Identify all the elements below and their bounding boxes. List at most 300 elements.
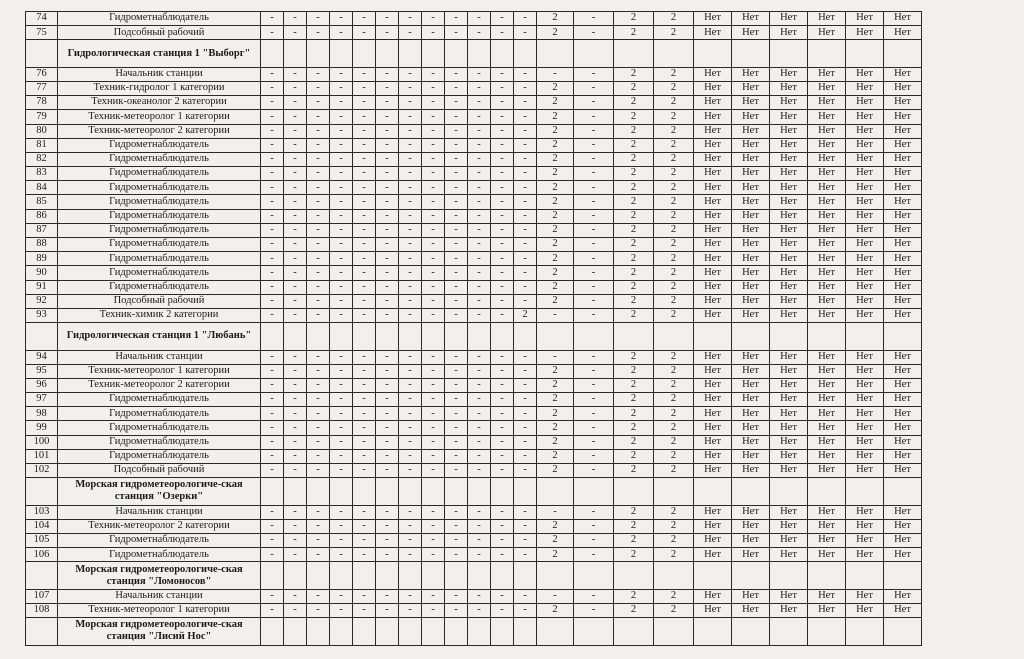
- value-cell: 2: [537, 138, 574, 152]
- value-cell: -: [376, 110, 399, 124]
- value-cell: -: [399, 519, 422, 533]
- value-cell: Нет: [884, 603, 922, 617]
- table-row: [26, 294, 922, 308]
- value-cell: 2: [614, 26, 654, 40]
- value-cell: 2: [654, 280, 694, 294]
- value-cell: Нет: [846, 350, 884, 364]
- value-cell: -: [422, 181, 445, 195]
- value-cell: -: [422, 533, 445, 547]
- value-cell: -: [284, 350, 307, 364]
- value-cell: -: [514, 195, 537, 209]
- empty-cell: [808, 562, 846, 589]
- empty-cell: [445, 562, 468, 589]
- value-cell: -: [399, 378, 422, 392]
- value-cell: Нет: [846, 280, 884, 294]
- value-cell: -: [468, 124, 491, 138]
- value-cell: -: [284, 308, 307, 322]
- value-cell: -: [376, 421, 399, 435]
- position-name-cell: Техник-гидролог 1 категории: [58, 81, 261, 95]
- value-cell: 2: [537, 238, 574, 252]
- value-cell: -: [422, 519, 445, 533]
- value-cell: -: [307, 294, 330, 308]
- section-title: Гидрологическая станция 1 "Выборг": [58, 40, 261, 67]
- value-cell: -: [491, 435, 514, 449]
- value-cell: Нет: [808, 350, 846, 364]
- value-cell: Нет: [808, 26, 846, 40]
- empty-cell: [330, 323, 353, 350]
- value-cell: -: [376, 435, 399, 449]
- row-number-cell: 74: [26, 12, 58, 26]
- value-cell: -: [445, 167, 468, 181]
- value-cell: -: [376, 407, 399, 421]
- value-cell: -: [353, 26, 376, 40]
- value-cell: -: [307, 12, 330, 26]
- empty-cell: [808, 323, 846, 350]
- value-cell: 2: [654, 266, 694, 280]
- value-cell: Нет: [808, 548, 846, 562]
- empty-cell: [514, 562, 537, 589]
- value-cell: Нет: [694, 378, 732, 392]
- value-cell: -: [399, 138, 422, 152]
- empty-cell: [307, 618, 330, 645]
- value-cell: Нет: [884, 167, 922, 181]
- value-cell: Нет: [884, 378, 922, 392]
- value-cell: -: [491, 294, 514, 308]
- value-cell: -: [261, 533, 284, 547]
- value-cell: -: [491, 12, 514, 26]
- value-cell: Нет: [808, 435, 846, 449]
- empty-cell: [884, 40, 922, 67]
- value-cell: -: [445, 223, 468, 237]
- value-cell: Нет: [694, 167, 732, 181]
- value-cell: 2: [654, 407, 694, 421]
- empty-cell: [399, 40, 422, 67]
- value-cell: -: [353, 589, 376, 603]
- value-cell: -: [574, 308, 614, 322]
- empty-cell: [468, 323, 491, 350]
- value-cell: 2: [614, 266, 654, 280]
- value-cell: 2: [537, 548, 574, 562]
- value-cell: 2: [614, 308, 654, 322]
- value-cell: -: [491, 519, 514, 533]
- value-cell: Нет: [732, 449, 770, 463]
- value-cell: -: [468, 181, 491, 195]
- value-cell: -: [399, 280, 422, 294]
- empty-cell: [884, 323, 922, 350]
- value-cell: Нет: [846, 464, 884, 478]
- value-cell: -: [353, 308, 376, 322]
- value-cell: 2: [654, 308, 694, 322]
- value-cell: 2: [537, 252, 574, 266]
- value-cell: -: [353, 266, 376, 280]
- value-cell: -: [353, 124, 376, 138]
- value-cell: -: [422, 238, 445, 252]
- value-cell: -: [353, 195, 376, 209]
- value-cell: Нет: [884, 96, 922, 110]
- value-cell: -: [330, 378, 353, 392]
- empty-cell: [376, 562, 399, 589]
- value-cell: -: [261, 110, 284, 124]
- value-cell: 2: [614, 449, 654, 463]
- value-cell: -: [307, 167, 330, 181]
- value-cell: -: [422, 449, 445, 463]
- value-cell: -: [284, 449, 307, 463]
- value-cell: Нет: [770, 238, 808, 252]
- value-cell: -: [307, 505, 330, 519]
- value-cell: -: [574, 364, 614, 378]
- empty-cell: [574, 478, 614, 505]
- value-cell: Нет: [770, 181, 808, 195]
- value-cell: Нет: [732, 505, 770, 519]
- position-name-cell: Гидрометнаблюдатель: [58, 12, 261, 26]
- value-cell: -: [514, 124, 537, 138]
- value-cell: -: [491, 110, 514, 124]
- value-cell: Нет: [884, 449, 922, 463]
- table-row: [26, 589, 922, 603]
- value-cell: -: [353, 81, 376, 95]
- position-name-cell: Гидрометнаблюдатель: [58, 449, 261, 463]
- value-cell: -: [353, 533, 376, 547]
- value-cell: -: [514, 252, 537, 266]
- value-cell: -: [330, 449, 353, 463]
- value-cell: Нет: [732, 407, 770, 421]
- value-cell: -: [445, 138, 468, 152]
- value-cell: -: [422, 152, 445, 166]
- value-cell: Нет: [808, 195, 846, 209]
- value-cell: -: [284, 138, 307, 152]
- value-cell: -: [376, 603, 399, 617]
- value-cell: -: [445, 152, 468, 166]
- value-cell: -: [307, 266, 330, 280]
- value-cell: -: [376, 167, 399, 181]
- value-cell: 2: [614, 12, 654, 26]
- value-cell: -: [307, 449, 330, 463]
- value-cell: -: [468, 435, 491, 449]
- empty-cell: [307, 40, 330, 67]
- value-cell: -: [307, 589, 330, 603]
- value-cell: -: [307, 110, 330, 124]
- value-cell: 2: [537, 195, 574, 209]
- value-cell: Нет: [732, 12, 770, 26]
- value-cell: Нет: [770, 209, 808, 223]
- value-cell: Нет: [694, 280, 732, 294]
- value-cell: 2: [654, 238, 694, 252]
- empty-cell: [445, 618, 468, 645]
- table-row: [26, 308, 922, 322]
- value-cell: Нет: [846, 223, 884, 237]
- value-cell: Нет: [770, 548, 808, 562]
- value-cell: -: [445, 280, 468, 294]
- value-cell: -: [261, 238, 284, 252]
- value-cell: Нет: [884, 81, 922, 95]
- value-cell: -: [376, 81, 399, 95]
- value-cell: -: [399, 26, 422, 40]
- empty-cell: [537, 40, 574, 67]
- value-cell: Нет: [884, 548, 922, 562]
- value-cell: -: [307, 519, 330, 533]
- empty-cell: [846, 323, 884, 350]
- value-cell: -: [307, 533, 330, 547]
- value-cell: 2: [514, 308, 537, 322]
- value-cell: Нет: [770, 81, 808, 95]
- value-cell: Нет: [884, 421, 922, 435]
- value-cell: -: [445, 67, 468, 81]
- value-cell: 2: [614, 603, 654, 617]
- empty-cell: [445, 323, 468, 350]
- value-cell: -: [376, 238, 399, 252]
- value-cell: -: [284, 589, 307, 603]
- value-cell: -: [284, 533, 307, 547]
- value-cell: Нет: [846, 393, 884, 407]
- value-cell: -: [537, 350, 574, 364]
- value-cell: -: [491, 505, 514, 519]
- value-cell: -: [514, 449, 537, 463]
- empty-cell: [537, 562, 574, 589]
- table-row: [26, 350, 922, 364]
- empty-cell: [422, 562, 445, 589]
- value-cell: -: [514, 26, 537, 40]
- value-cell: 2: [654, 533, 694, 547]
- value-cell: -: [468, 81, 491, 95]
- value-cell: Нет: [770, 421, 808, 435]
- empty-cell: [694, 323, 732, 350]
- value-cell: -: [468, 67, 491, 81]
- value-cell: -: [422, 12, 445, 26]
- value-cell: 2: [654, 110, 694, 124]
- row-number-cell: [26, 323, 58, 350]
- value-cell: -: [376, 12, 399, 26]
- value-cell: -: [353, 294, 376, 308]
- section-row: [26, 478, 922, 505]
- empty-cell: [422, 478, 445, 505]
- value-cell: -: [514, 280, 537, 294]
- value-cell: -: [491, 223, 514, 237]
- value-cell: Нет: [732, 548, 770, 562]
- value-cell: -: [353, 152, 376, 166]
- empty-cell: [284, 562, 307, 589]
- value-cell: -: [261, 67, 284, 81]
- row-number-cell: [26, 618, 58, 645]
- value-cell: -: [491, 364, 514, 378]
- value-cell: -: [422, 124, 445, 138]
- value-cell: -: [468, 294, 491, 308]
- value-cell: -: [574, 167, 614, 181]
- value-cell: -: [491, 167, 514, 181]
- value-cell: -: [330, 519, 353, 533]
- empty-cell: [770, 40, 808, 67]
- value-cell: -: [353, 350, 376, 364]
- empty-cell: [330, 40, 353, 67]
- value-cell: -: [376, 209, 399, 223]
- empty-cell: [399, 478, 422, 505]
- value-cell: -: [491, 378, 514, 392]
- value-cell: 2: [537, 181, 574, 195]
- section-row: [26, 323, 922, 350]
- value-cell: Нет: [884, 350, 922, 364]
- value-cell: Нет: [770, 407, 808, 421]
- value-cell: Нет: [884, 138, 922, 152]
- empty-cell: [399, 562, 422, 589]
- value-cell: -: [261, 464, 284, 478]
- value-cell: -: [468, 505, 491, 519]
- position-name-cell: Гидрометнаблюдатель: [58, 209, 261, 223]
- value-cell: -: [307, 435, 330, 449]
- value-cell: -: [261, 505, 284, 519]
- value-cell: -: [491, 407, 514, 421]
- value-cell: -: [537, 308, 574, 322]
- value-cell: Нет: [808, 138, 846, 152]
- value-cell: 2: [654, 81, 694, 95]
- value-cell: -: [422, 407, 445, 421]
- value-cell: -: [307, 26, 330, 40]
- table-row: [26, 505, 922, 519]
- value-cell: -: [307, 421, 330, 435]
- value-cell: 2: [654, 252, 694, 266]
- position-name-cell: Техник-метеоролог 1 категории: [58, 603, 261, 617]
- value-cell: 2: [537, 364, 574, 378]
- value-cell: -: [514, 589, 537, 603]
- value-cell: Нет: [732, 308, 770, 322]
- value-cell: -: [491, 124, 514, 138]
- value-cell: -: [422, 209, 445, 223]
- value-cell: 2: [537, 519, 574, 533]
- value-cell: -: [330, 308, 353, 322]
- value-cell: Нет: [770, 138, 808, 152]
- value-cell: Нет: [770, 26, 808, 40]
- value-cell: -: [261, 181, 284, 195]
- value-cell: Нет: [808, 294, 846, 308]
- value-cell: Нет: [694, 124, 732, 138]
- value-cell: -: [330, 350, 353, 364]
- value-cell: 2: [654, 124, 694, 138]
- value-cell: -: [284, 266, 307, 280]
- value-cell: Нет: [732, 589, 770, 603]
- value-cell: 2: [614, 138, 654, 152]
- value-cell: Нет: [846, 533, 884, 547]
- value-cell: -: [514, 364, 537, 378]
- value-cell: 2: [614, 167, 654, 181]
- row-number-cell: 93: [26, 308, 58, 322]
- empty-cell: [654, 323, 694, 350]
- empty-cell: [694, 40, 732, 67]
- value-cell: -: [514, 603, 537, 617]
- value-cell: -: [376, 505, 399, 519]
- value-cell: -: [330, 421, 353, 435]
- empty-cell: [307, 323, 330, 350]
- empty-cell: [307, 478, 330, 505]
- value-cell: -: [491, 152, 514, 166]
- empty-cell: [376, 323, 399, 350]
- position-name-cell: Техник-метеоролог 2 категории: [58, 124, 261, 138]
- value-cell: -: [468, 138, 491, 152]
- value-cell: Нет: [808, 12, 846, 26]
- value-cell: Нет: [808, 110, 846, 124]
- value-cell: -: [284, 167, 307, 181]
- value-cell: -: [491, 421, 514, 435]
- value-cell: -: [399, 152, 422, 166]
- value-cell: -: [574, 252, 614, 266]
- value-cell: -: [376, 266, 399, 280]
- empty-cell: [284, 40, 307, 67]
- row-number-cell: 86: [26, 209, 58, 223]
- table-row: [26, 548, 922, 562]
- table-row: [26, 464, 922, 478]
- value-cell: Нет: [732, 280, 770, 294]
- value-cell: Нет: [846, 407, 884, 421]
- value-cell: Нет: [884, 435, 922, 449]
- value-cell: Нет: [808, 589, 846, 603]
- value-cell: Нет: [770, 378, 808, 392]
- value-cell: -: [422, 308, 445, 322]
- value-cell: -: [261, 364, 284, 378]
- row-number-cell: 96: [26, 378, 58, 392]
- value-cell: -: [491, 209, 514, 223]
- row-number-cell: 94: [26, 350, 58, 364]
- value-cell: 2: [654, 393, 694, 407]
- value-cell: Нет: [846, 181, 884, 195]
- value-cell: -: [261, 435, 284, 449]
- empty-cell: [574, 618, 614, 645]
- row-number-cell: 97: [26, 393, 58, 407]
- value-cell: -: [445, 12, 468, 26]
- value-cell: -: [330, 167, 353, 181]
- row-number-cell: 107: [26, 589, 58, 603]
- value-cell: Нет: [732, 533, 770, 547]
- value-cell: -: [445, 209, 468, 223]
- empty-cell: [353, 618, 376, 645]
- value-cell: Нет: [884, 589, 922, 603]
- value-cell: 2: [537, 152, 574, 166]
- value-cell: Нет: [732, 266, 770, 280]
- value-cell: -: [261, 378, 284, 392]
- value-cell: Нет: [732, 464, 770, 478]
- value-cell: -: [445, 81, 468, 95]
- value-cell: Нет: [846, 238, 884, 252]
- empty-cell: [330, 562, 353, 589]
- value-cell: -: [399, 548, 422, 562]
- value-cell: -: [284, 364, 307, 378]
- value-cell: 2: [654, 294, 694, 308]
- value-cell: -: [284, 181, 307, 195]
- value-cell: -: [399, 209, 422, 223]
- value-cell: -: [330, 533, 353, 547]
- value-cell: -: [399, 407, 422, 421]
- value-cell: -: [468, 378, 491, 392]
- value-cell: -: [307, 407, 330, 421]
- empty-cell: [422, 618, 445, 645]
- value-cell: -: [307, 308, 330, 322]
- value-cell: -: [307, 124, 330, 138]
- value-cell: Нет: [770, 350, 808, 364]
- value-cell: -: [261, 209, 284, 223]
- value-cell: -: [468, 26, 491, 40]
- row-number-cell: 81: [26, 138, 58, 152]
- value-cell: -: [376, 589, 399, 603]
- value-cell: -: [514, 378, 537, 392]
- value-cell: 2: [654, 209, 694, 223]
- value-cell: -: [330, 464, 353, 478]
- value-cell: -: [330, 110, 353, 124]
- value-cell: Нет: [884, 238, 922, 252]
- empty-cell: [422, 323, 445, 350]
- value-cell: -: [284, 393, 307, 407]
- value-cell: -: [399, 110, 422, 124]
- value-cell: -: [261, 308, 284, 322]
- value-cell: Нет: [694, 81, 732, 95]
- value-cell: -: [353, 96, 376, 110]
- value-cell: -: [445, 266, 468, 280]
- table-row: [26, 238, 922, 252]
